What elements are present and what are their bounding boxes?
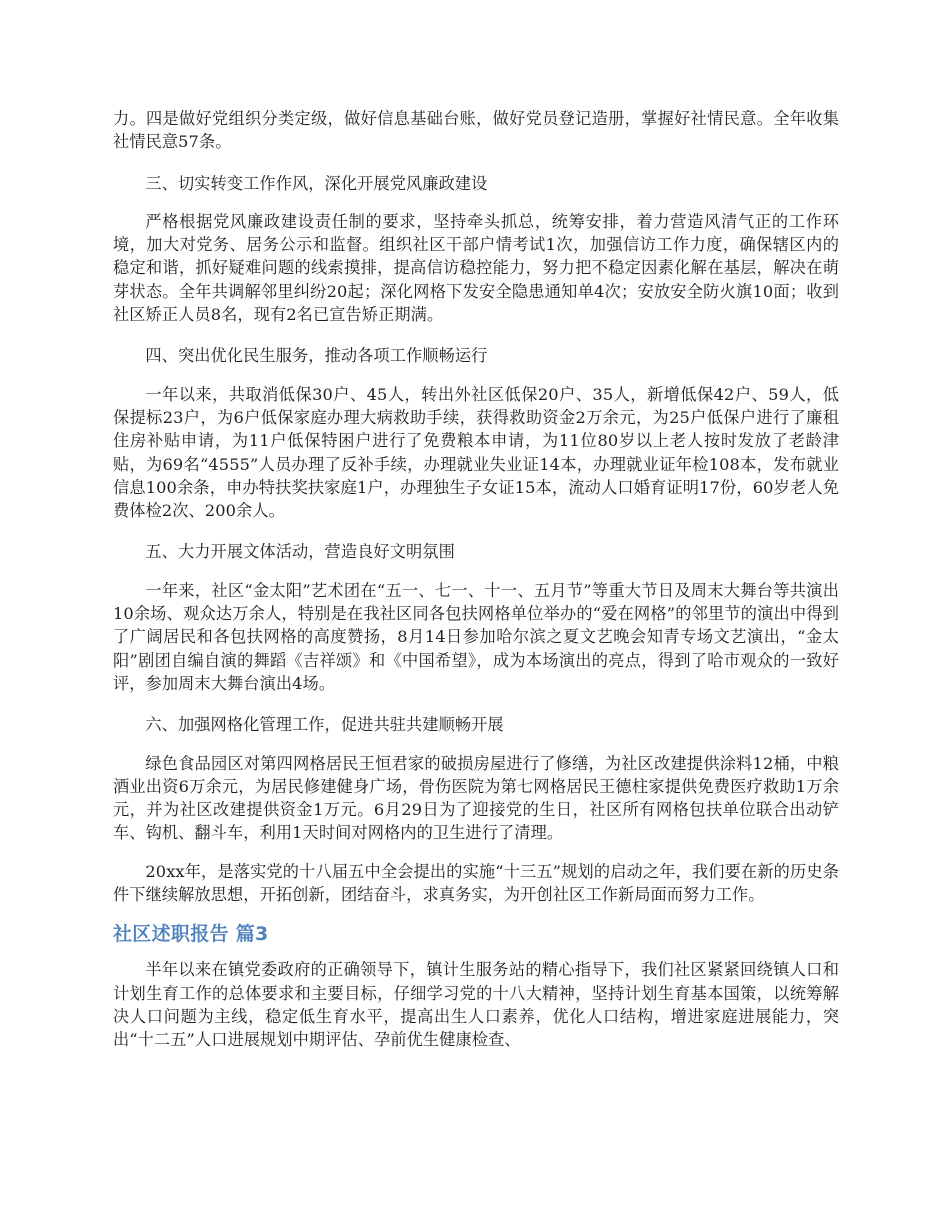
- heading-section-4: 四、突出优化民生服务，推动各项工作顺畅运行: [145, 346, 488, 366]
- paragraph-grid-management: 绿色食品园区对第四网格居民王恒君家的破损房屋进行了修缮，为社区改建提供涂料12桶，中粮酒业出资6万余元，为居民修建健身广场，骨伤医院为第七网格居民王德柱家提供免费医疗救助1万余元，并为社区改建提供资金1万元。6月29日为了迎接党的生日，社区所有网格包扶单位联合出动铲车、钩机、翻斗车，利用1天时间对网格内的卫生进行了清理。: [113, 753, 839, 843]
- paragraph-livelihood: 一年以来，共取消低保30户、45人，转出外社区低保20户、35人，新增低保42户、59人，低保提标23户，为6户低保家庭办理大病救助手续，获得救助资金2万余元，为25户低保户进行了廉租住房补贴申请，为11户低保特困户进行了免费粮本申请，为11位80岁以上老人按时发放了老龄津贴，为69名“4555”人员办理了反补手续，办理就业失业证14本，办理就业证年检108本，发布就业信息100余条，申办特扶奖扶家庭1户，办理独生子女证15本，流动人口婚育证明17份，60岁老人免费体检2次、200余人。: [113, 384, 839, 521]
- heading-section-5: 五、大力开展文体活动，营造良好文明氛围: [145, 542, 455, 562]
- heading-section-3: 三、切实转变工作作风，深化开展党风廉政建设: [145, 173, 488, 193]
- paragraph-report-3-intro: 半年以来在镇党委政府的正确领导下，镇计生服务站的精心指导下，我们社区紧紧回绕镇人口和计划生育工作的总体要求和主要目标，仔细学习党的十八大精神，坚持计划生育基本国策，以统筹解决人口问题为主线，稳定低生育水平，提高出生人口素养，优化人口结构，增进家庭进展能力，突出“十二五”人口进展规划中期评估、孕前优生健康检查、: [113, 960, 839, 1050]
- paragraph-continued: 力。四是做好党组织分类定级，做好信息基础台账，做好党员登记造册，掌握好社情民意。全年收集社情民意57条。: [113, 109, 839, 152]
- paragraph-party-conduct: 严格根据党风廉政建设责任制的要求，坚持牵头抓总，统筹安排，着力营造风清气正的工作环境，加大对党务、居务公示和监督。组织社区干部户情考试1次，加强信访工作力度，确保辖区内的稳定和谐，抓好疑难问题的线索摸排，提高信访稳控能力，努力把不稳定因素化解在基层，解决在萌芽状态。全年共调解邻里纠纷20起；深化网格下发安全隐患通知单4次；安放安全防火旗10面；收到社区矫正人员8名，现有2名已宣告矫正期满。: [113, 211, 839, 325]
- document-page: [113, 107, 839, 1067]
- paragraph-culture: 一年来，社区“金太阳”艺术团在“五一、七一、十一、五月节”等重大节日及周末大舞台等共演出10余场、观众达万余人，特别是在我社区同各包扶网格单位举办的“爱在网格”的邻里节的演出中得到了广阔居民和各包扶网格的高度赞扬，8月14日参加哈尔滨之夏文艺晚会知青专场文艺演出，“金太阳”剧团自编自演的舞蹈《吉祥颂》和《中国希望》，成为本场演出的亮点，得到了哈市观众的一致好评，参加周末大舞台演出4场。: [113, 580, 839, 693]
- section-title: 社区述职报告 篇3: [113, 923, 269, 946]
- paragraph-outlook: 20xx年，是落实党的十八届五中全会提出的实施“十三五”规划的启动之年，我们要在新的历史条件下继续解放思想，开拓创新，团结奋斗，求真务实，为开创社区工作新局面而努力工作。: [113, 861, 839, 905]
- heading-section-6: 六、加强网格化管理工作，促进共驻共建顺畅开展: [145, 715, 504, 735]
